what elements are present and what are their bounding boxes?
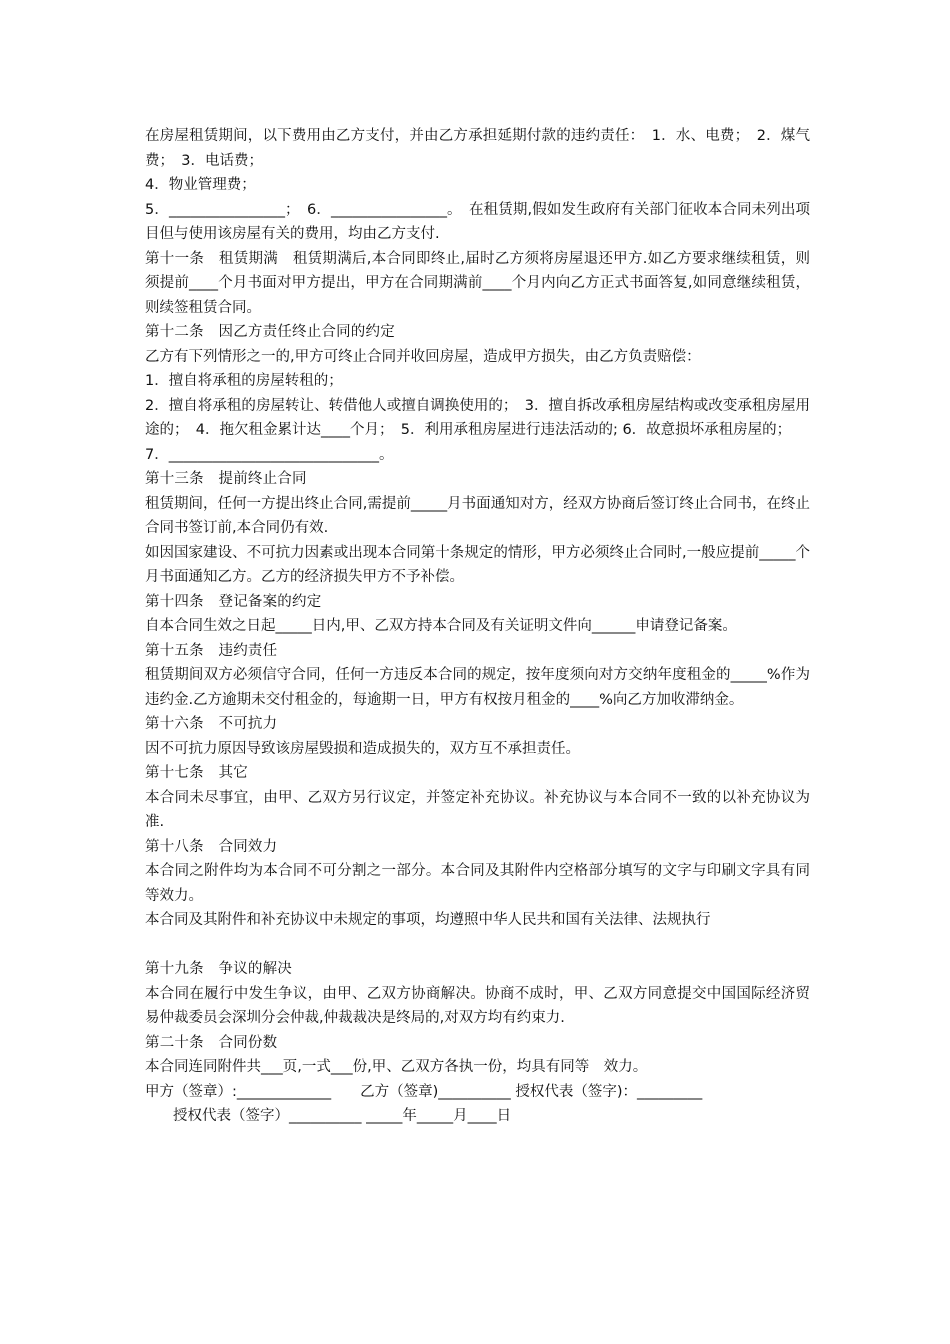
article-15-body: 租赁期间双方必须信守合同，任何一方违反本合同的规定，按年度须向对方交纳年度租金的_____%作为违约金.乙方逾期未交付租金的，每逾期一日，甲方有权按月租金的____%向乙方加收滞纳金。 (145, 667, 810, 708)
article-20-heading: 第二十条 合同份数 (145, 1034, 278, 1051)
article-19-body: 本合同在履行中发生争议，由甲、乙双方协商解决。协商不成时，甲、乙双方同意提交中国国际经济贸易仲裁委员会深圳分会仲裁,仲裁裁决是终局的,对双方均有约束力. (145, 985, 810, 1026)
article-12-item-1: 1．擅自将承租的房屋转租的； (145, 373, 343, 389)
article-14-body: 自本合同生效之日起_____日内,甲、乙双方持本合同及有关证明文件向______申请登记备案。 (145, 618, 737, 634)
article-15-heading: 第十五条 违约责任 (145, 642, 278, 659)
article-12-item-7: 7．_____________________________。 (145, 446, 394, 463)
article-12-heading: 第十二条 因乙方责任终止合同的约定 (145, 324, 395, 340)
article-17-heading: 第十七条 其它 (145, 765, 248, 781)
article-14-heading: 第十四条 登记备案的约定 (145, 593, 322, 610)
article-19-heading: 第十九条 争议的解决 (145, 961, 292, 977)
article-18-heading: 第十八条 合同效力 (145, 838, 278, 855)
clause-fees-item-4: 4．物业管理费； (145, 177, 256, 193)
signature-line: 甲方（签章）:_____________ 乙方（签章)__________ 授权代表（签字)：_________ (145, 1083, 703, 1100)
article-13-heading: 第十三条 提前终止合同 (145, 471, 307, 487)
article-18-para-2: 本合同及其附件和补充协议中未规定的事项，均遵照中华人民共和国有关法律、法规执行 (145, 912, 711, 928)
signature-date-line: 授权代表（签字）__________ _____年_____月____日 (173, 1108, 512, 1124)
article-12-intro: 乙方有下列情形之一的,甲方可终止合同并收回房屋，造成甲方损失，由乙方负责赔偿： (145, 348, 701, 365)
article-12-items-2-6: 2．擅自将承租的房屋转让、转借他人或擅自调换使用的； 3．擅自拆改承租房屋结构或改变承租房屋用途的； 4．拖欠租金累计达____个月； 5．利用承租房屋进行违法活动的; 6．故意损坏承租房屋的； (145, 397, 810, 438)
article-11: 第十一条 租赁期满 租赁期满后,本合同即终止,届时乙方须将房屋退还甲方.如乙方要求继续租赁，则须提前____个月书面对甲方提出，甲方在合同期满前____个月内向乙方正式书面答复,如同意继续租赁，则续签租赁合同。 (145, 250, 810, 316)
article-13-para-1: 租赁期间，任何一方提出终止合同,需提前_____月书面通知对方，经双方协商后签订终止合同书，在终止合同书签订前,本合同仍有效. (145, 495, 810, 536)
article-20-body: 本合同连同附件共___页,一式___份,甲、乙双方各执一份，均具有同等 效力。 (145, 1059, 648, 1075)
article-18-para-1: 本合同之附件均为本合同不可分割之一部分。本合同及其附件内空格部分填写的文字与印刷文字具有同等效力。 (145, 863, 810, 904)
contract-document (145, 124, 810, 1129)
article-13-para-2: 如因国家建设、不可抗力因素或出现本合同第十条规定的情形，甲方必须终止合同时,一般应提前_____个月书面通知乙方。乙方的经济损失甲方不予补偿。 (145, 544, 810, 585)
article-16-heading: 第十六条 不可抗力 (145, 716, 278, 732)
article-16-body: 因不可抗力原因导致该房屋毁损和造成损失的，双方互不承担责任。 (145, 740, 580, 757)
clause-fees-items-5-6: 5．________________； 6．________________。 在租赁期,假如发生政府有关部门征收本合同未列出项目但与使用该房屋有关的费用，均由乙方支付. (145, 201, 810, 242)
blank-line (145, 933, 810, 958)
article-17-body: 本合同未尽事宜，由甲、乙双方另行议定，并签定补充协议。补充协议与本合同不一致的以补充协议为准. (145, 789, 810, 830)
clause-fees-intro: 在房屋租赁期间，以下费用由乙方支付，并由乙方承担延期付款的违约责任： 1．水、电费； 2．煤气费； 3．电话费； (145, 128, 810, 169)
